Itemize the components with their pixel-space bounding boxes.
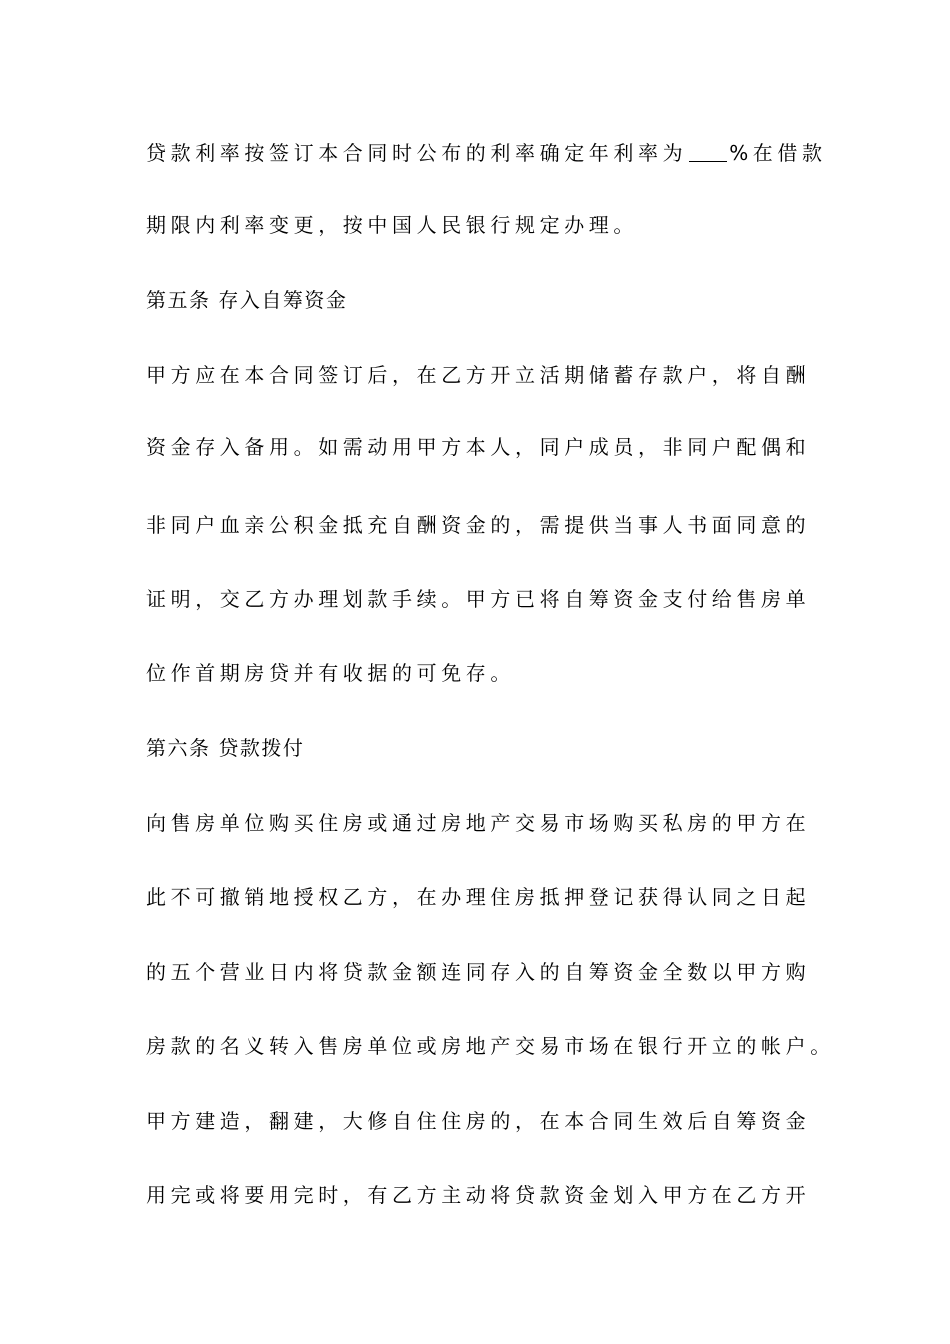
paragraph-line: 非同户血亲公积金抵充自酬资金的，需提供当事人书面同意的 (146, 513, 811, 537)
line-text: 贷款利率按签订本合同时公布的利率确定年利率为 (146, 141, 688, 165)
paragraph-line: 资金存入备用。如需动用甲方本人，同户成员，非同户配偶和 (146, 435, 811, 459)
paragraph-line: 用完或将要用完时，有乙方主动将贷款资金划入甲方在乙方开 (146, 1183, 811, 1207)
paragraph-line (146, 138, 827, 168)
paragraph-line: 向售房单位购买住房或通过房地产交易市场购买私房的甲方在 (146, 811, 811, 835)
article-6-heading: 第六条 贷款拨付 (146, 736, 305, 760)
paragraph-line: 房款的名义转入售房单位或房地产交易市场在银行开立的帐户。 (146, 1034, 835, 1058)
paragraph-line: 位作首期房贷并有收据的可免存。 (146, 661, 515, 685)
interest-rate-blank (689, 141, 727, 162)
line-text: %在借款 (729, 141, 827, 165)
article-5-heading: 第五条 存入自筹资金 (146, 288, 348, 312)
paragraph-line: 证明，交乙方办理划款手续。甲方已将自筹资金支付给售房单 (146, 587, 811, 611)
paragraph-line: 此不可撤销地授权乙方，在办理住房抵押登记获得认同之日起 (146, 885, 811, 909)
paragraph-line: 甲方建造，翻建，大修自住住房的，在本合同生效后自筹资金 (146, 1109, 811, 1133)
paragraph-line: 的五个营业日内将贷款金额连同存入的自筹资金全数以甲方购 (146, 960, 811, 984)
paragraph-line: 甲方应在本合同签订后，在乙方开立活期储蓄存款户，将自酬 (146, 363, 811, 387)
paragraph-line: 期限内利率变更，按中国人民银行规定办理。 (146, 213, 638, 237)
